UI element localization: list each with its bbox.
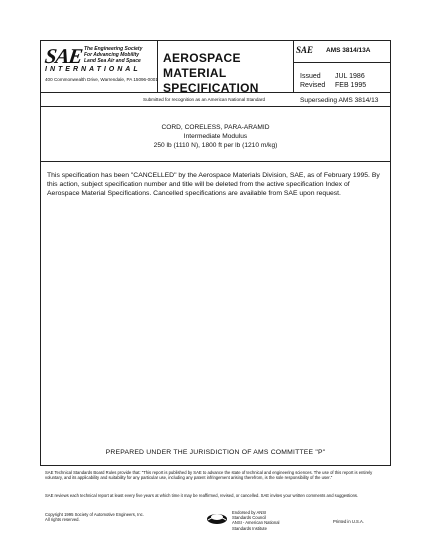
title-bottom-rule — [40, 161, 391, 162]
spec-title: CORD, CORELESS, PARA-ARAMID — [161, 124, 270, 131]
footer-note-review: SAE reviews each technical report at least every five years at which time it may be reaffirmed, revised, or cancelled. SAE invites your written comments and suggestions. — [45, 493, 359, 498]
ansi-logo-icon — [206, 511, 228, 525]
sae-address: 400 Commonwealth Drive, Warrendale, PA 15096-0001 — [45, 77, 158, 82]
submitted-note: Submitted for recognition as an American National Standard — [143, 97, 266, 102]
issued-row: Issued JUL 1986 — [300, 73, 365, 80]
spec-subtitle: Intermediate Modulus — [183, 133, 248, 140]
prepared-under-jurisdiction: PREPARED UNDER THE JURISDICTION OF AMS COMMITTEE "P" — [105, 449, 326, 456]
ansi-endorsement: Endorsed by ANSI Standards Council ANSI - American National Standards Institute — [232, 510, 280, 531]
footer-note-usage: SAE Technical Standards Board Rules provide that: "This report is published by SAE to advance the state of technical and engineering sciences. The use of this report is entirely voluntary, and its applicability and suitability for any particular use, including any patent infringement arising therefrom, is the sole responsibility of the user." — [45, 470, 373, 481]
printed-in-usa: Printed in U.S.A. — [333, 519, 364, 524]
sae-tagline: The Engineering Society For Advancing Mobility Land Sea Air and Space — [84, 46, 143, 64]
submitted-rule — [40, 106, 391, 107]
header-divider-2 — [293, 40, 294, 92]
sae-international-text: INTERNATIONAL — [45, 66, 141, 73]
sae-small-logo: SAE — [296, 45, 314, 55]
copyright-notice: Copyright 1995 Society of Automotive Engineers, Inc. All rights reserved. — [45, 512, 144, 523]
header-divider-3 — [293, 62, 391, 63]
spec-rating: 250 lb (1110 N), 1800 ft per lb (1210 m/kg) — [153, 142, 278, 149]
sae-logo: SAE — [43, 44, 84, 68]
cancellation-notice: This specification has been "CANCELLED" by the Aerospace Materials Division, SAE, as of February 1995. By this action, subject specification number and title will be deleted from the active specification Index of Aerospace Material Specifications. Cancelled specifications are available from SAE upon request. — [47, 172, 380, 198]
revised-row: Revised FEB 1995 — [300, 82, 367, 89]
superseding-text: Superseding AMS 3814/13 — [300, 97, 379, 104]
spec-title-block — [40, 123, 391, 150]
header-divider-1 — [157, 40, 158, 92]
document-type-title: AEROSPACE MATERIAL SPECIFICATION — [163, 51, 259, 95]
document-number: AMS 3814/13A — [326, 47, 371, 54]
